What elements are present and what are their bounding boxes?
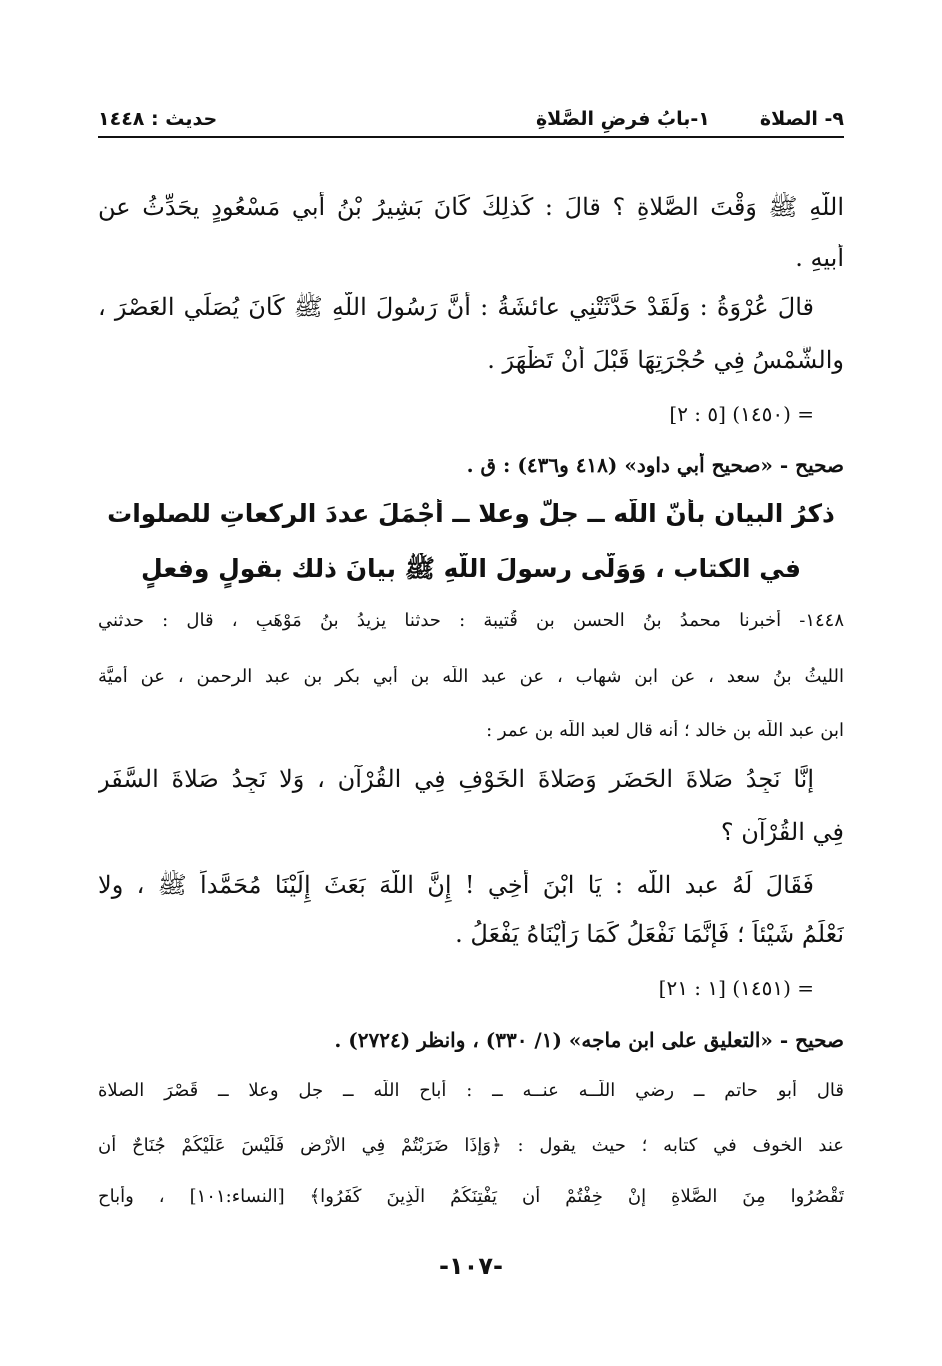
hadith-number: حديث : ١٤٤٨: [98, 108, 218, 130]
chapter-heading: ذكرُ البيان بأنّ اللَّه ــ جلَّ وعلا ــ أجْمَلَ عددَ الركعاتِ للصلوات: [107, 499, 835, 528]
chapter-heading: في الكتاب ، وَوَلّى رسولَ اللَّهِ ﷺ بيانَ ذلك بقولٍ وفعلٍ: [141, 554, 801, 583]
running-header: [98, 98, 844, 138]
text-line: نَعْلَمُ شَيْئاً ؛ فَإِنَّمَا نَفْعَلُ كَمَا رَأَيْنَاهُ يَفْعَلُ .: [455, 920, 844, 948]
text-line: والشَّمْسُ فِي حُجْرَتِهَا قَبْلَ أَنْ تَظْهَرَ .: [487, 346, 844, 374]
grading-line: صحيح - «التعليق على ابن ماجه» (١/ ٣٣٠) ، وانظر (٢٧٢٤) .: [334, 1028, 844, 1052]
commentary-line: عند الخوف في كتابه ؛ حيث يقول : ﴿وَإِذَا ضَرَبْتُمْ فِي الأَرْضِ فَلَيْسَ عَلَيْكُمْ جُنَاحٌ أَن: [98, 1135, 844, 1156]
grading-line: صحيح - «صحيح أبي داود» (٤١٨ و٤٣٦) : ق .: [466, 453, 844, 477]
section-title: ١-بابُ فرضِ الصَّلاةِ: [535, 108, 710, 130]
text-line: ابن عبد اللَّه بن خالد ؛ أنه قال لعبد اللَّه بن عمر :: [486, 720, 844, 741]
text-line: أَبيهِ .: [795, 244, 844, 272]
reference-line: = (١٤٥١) [١ : ٢١]: [658, 976, 814, 1000]
page-number: -١٠٧-: [439, 1252, 503, 1280]
text-line: إِنَّا نَجِدُ صَلاةَ الحَضَرِ وَصَلاةَ الخَوْفِ فِي القُرْآنِ ، وَلا نَجِدُ صَلاةَ السَّفَرِ: [98, 765, 814, 793]
text-line: فَقَالَ لَهُ عبد اللَّه : يَا ابْنَ أَخِي ! إِنَّ اللَّهَ بَعَثَ إِلَيْنَا مُحَمَّداً ﷺ ، ولا: [98, 871, 814, 899]
text-line: الليثُ بنُ سعد ، عن ابن شهاب ، عن عبد اللَّه بن أبي بكر بن عبد الرحمن ، عن أميَّة: [98, 666, 844, 687]
commentary-line: تَقْصُرُوا مِنَ الصَّلاةِ إِنْ خِفْتُمْ أَن يَفْتِنَكُمُ الَّذِينَ كَفَرُوا﴾ [النساء:١٠١] ، وأباح: [98, 1186, 844, 1207]
chapter-title: ٩- الصلاة: [759, 108, 844, 130]
commentary-line: قال أبو حاتم ــ رضي اللَّــه عنــه ــ : أباح اللَّه ــ جل وعلا ــ قَصْرَ الصلاة: [98, 1080, 844, 1101]
text-line: ١٤٤٨- أخبرنا محمدُ بنُ الحسن بن قُتيبة : حدثنا يزيدُ بنُ مَوْهَبٍ ، قال : حدثني: [98, 610, 844, 631]
reference-line: = (١٤٥٠) [٥ : ٢]: [669, 402, 814, 426]
text-line: قالَ عُرْوَةُ : وَلَقَدْ حَدَّثَتْنِي عائشَةُ : أَنَّ رَسُولَ اللَّهِ ﷺ كَانَ يُصَلِّي العَصْرَ ،: [98, 293, 814, 321]
text-line: اللَّهِ ﷺ وَقْتَ الصَّلاةِ ؟ قالَ : كَذلِكَ كَانَ بَشِيرُ بْنُ أَبي مَسْعُودٍ يحَدِّثُ عن: [98, 193, 844, 221]
text-line: فِي القُرْآنِ ؟: [720, 818, 844, 846]
